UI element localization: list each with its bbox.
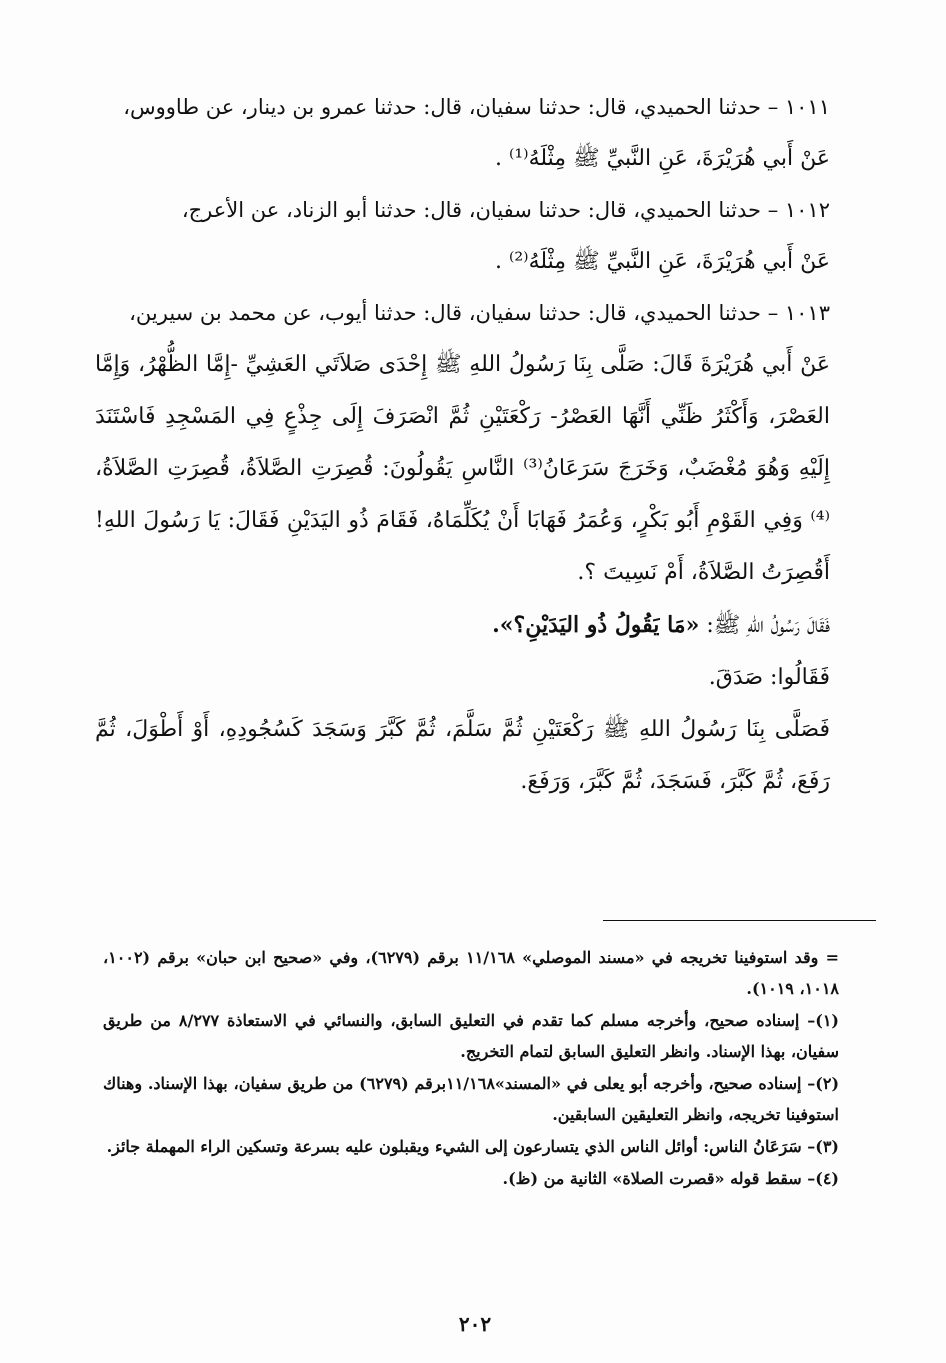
prophet-question-line [95,599,830,652]
main-text [95,82,830,808]
hadith-1013-matn: عَنْ أَبي هُرَيْرَةَ قَالَ: صَلَّى بِنَا رَسُولُ اللهِ ﷺ إِحْدَى صَلاَتَي العَشِيِّ -إِمَّا الظُّهْرُ، وَإِمَّا العَصْرَ، وَأَكْثَرُ ظَنِّي أَنَّهَا العَصْرُ- رَكْعَتَيْنِ ثُمَّ انْصَرَفَ إِلَى جِذْعٍ فِي المَسْجِدِ فَاسْتَنَدَ إِلَيْهِ وَهُوَ مُغْضَبٌ، وَخَرَجَ سَرَعَانُ⁽³⁾ النَّاسِ يَقُولُونَ: قُصِرَتِ الصَّلاَةُ، قُصِرَتِ الصَّلاَةُ،⁽⁴⁾ وَفِي القَوْمِ أَبُو بَكْرٍ، وَعُمَرُ فَهَابَا أَنْ يُكَلِّمَاهُ، فَقَامَ ذُو اليَدَيْنِ فَقَالَ: يَا رَسُولَ اللهِ! أَقُصِرَتُ الصَّلاَةُ، أَمْ نَسِيتَ ؟. [95,352,830,585]
hadith-1012-isnad: ١٠١٢ – حدثنا الحميدي، قال: حدثنا سفيان، قال: حدثنا أبو الزناد، عن الأعرج، [181,198,830,222]
hadith-1012-matn: عَنْ أَبي هُرَيْرَةَ، عَنِ النَّبيِّ ﷺ مِثْلَهُ⁽²⁾ . [494,249,830,274]
footnote-1: (١)– إسناده صحيح، وأخرجه مسلم كما تقدم في التعليق السابق، والنسائي في الاستعاذة ٨/٢٧٧ من طريق سفيان، بهذا الإسناد. وانظر التعليق السابق لتمام التخريج. [103,1011,839,1061]
footnote-2: (٢)– إسناده صحيح، وأخرجه أبو يعلى في «المسند»١١/١٦٨برقم (٦٢٧٩) من طريق سفيان، بهذا الإسناد. وهناك استوفينا تخريجه، وانظر التعليقين السابقين. [103,1074,840,1124]
footnotes [103,942,839,1195]
hadith-1011-matn: عَنْ أَبي هُرَيْرَةَ، عَنِ النَّبيِّ ﷺ مِثْلَهُ⁽¹⁾ . [494,146,830,171]
page-number: ٢٠٢ [458,1312,492,1336]
footnote-4: (٤)– سقط قوله «قصرت الصلاة» الثانية من (ظ). [502,1169,839,1188]
quote-intro: فَقَالَ رَسُولُ اللهِ ﷺ: [706,613,830,638]
hadith-closing: فَصَلَّى بِنَا رَسُولُ اللهِ ﷺ رَكْعَتَيْنِ ثُمَّ سَلَّمَ، ثُمَّ كَبَّرَ وَسَجَدَ كَسُجُودِهِ، أَوْ أَطْوَلَ، ثُمَّ رَفَعَ، ثُمَّ كَبَّرَ، فَسَجَدَ، ثُمَّ كَبَّرَ، وَرَفَعَ. [95,717,830,794]
hadith-1013-isnad: ١٠١٣ – حدثنا الحميدي، قال: حدثنا سفيان، قال: حدثنا أيوب، عن محمد بن سيرين، [129,301,830,325]
hadith-1011-isnad: ١٠١١ – حدثنا الحميدي، قال: حدثنا سفيان، قال: حدثنا عمرو بن دينار، عن طاووس، [123,95,830,119]
quote-text: «مَا يَقُولُ ذُو اليَدَيْنِ؟». [492,612,700,638]
footnote-continuation: = وقد استوفينا تخريجه في «مسند الموصلي» ١١/١٦٨ برقم (٦٢٧٩)، وفي «صحيح ابن حبان» برقم (١٠٠٢، ١٠١٨، ١٠١٩). [103,948,839,998]
footnote-separator [603,920,876,921]
companions-reply: فَقَالُوا: صَدَقَ. [708,665,830,690]
footnote-3: (٣)– سَرَعَانُ الناس: أوائل الناس الذي يتسارعون إلى الشيء ويقبلون عليه بسرعة وتسكين الراء المهملة جائز. [106,1137,839,1156]
